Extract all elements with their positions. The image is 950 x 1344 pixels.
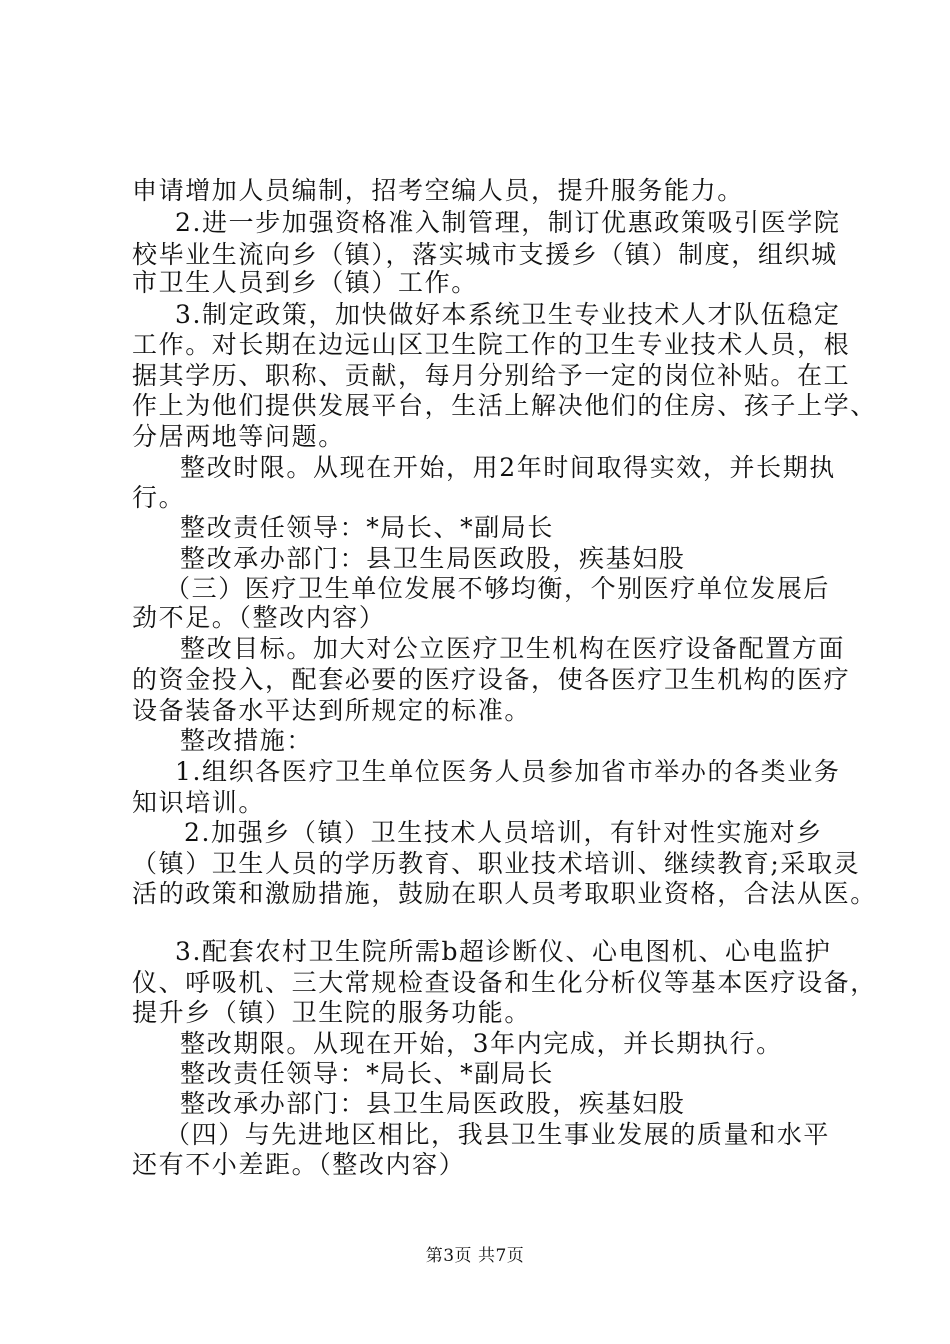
body-text-line: 整改措施： bbox=[180, 726, 314, 755]
body-text-line: 劲不足。（整改内容） bbox=[132, 603, 386, 632]
body-text-line: 的资金投入，配套必要的医疗设备，使各医疗卫生机构的医疗 bbox=[132, 665, 851, 694]
body-text-line: 整改目标。加大对公立医疗卫生机构在医疗设备配置方面 bbox=[180, 634, 846, 663]
body-text-line: 活的政策和激励措施，鼓励在职人员考取职业资格，合法从医。 bbox=[132, 879, 877, 908]
body-text-line: 整改时限。从现在开始，用2年时间取得实效，并长期执 bbox=[180, 453, 836, 482]
body-text-line: （镇）卫生人员的学历教育、职业技术培训、继续教育;采取灵 bbox=[132, 849, 861, 878]
body-text-line: 分居两地等问题。 bbox=[132, 422, 345, 451]
body-text-line: 市卫生人员到乡（镇）工作。 bbox=[132, 268, 478, 297]
body-text-line: 知识培训。 bbox=[132, 788, 266, 817]
body-text-line: 据其学历、职称、贡献，每月分别给予一定的岗位补贴。在工 bbox=[132, 361, 851, 390]
body-text-line: 整改期限。从现在开始，3年内完成，并长期执行。 bbox=[180, 1029, 783, 1058]
body-text-line: 校毕业生流向乡（镇），落实城市支援乡（镇）制度，组织城 bbox=[132, 240, 838, 269]
body-text-line: 整改责任领导：*局长、*副局长 bbox=[180, 513, 555, 542]
body-text-line: 整改承办部门：县卫生局医政股，疾基妇股 bbox=[180, 1089, 686, 1118]
body-text-line: 1.组织各医疗卫生单位医务人员参加省市举办的各类业务 bbox=[175, 757, 841, 786]
body-text-line: 设备装备水平达到所规定的标准。 bbox=[132, 696, 532, 725]
section-heading: （四）与先进地区相比，我县卫生事业发展的质量和水平 bbox=[165, 1120, 831, 1149]
body-text-line: 2.进一步加强资格准入制管理，制订优惠政策吸引医学院 bbox=[175, 208, 841, 237]
body-text-line: 行。 bbox=[132, 483, 186, 512]
body-text-line: 作上为他们提供发展平台，生活上解决他们的住房、孩子上学、 bbox=[132, 391, 877, 420]
body-text-line: 提升乡（镇）卫生院的服务功能。 bbox=[132, 998, 532, 1027]
body-text-line: 还有不小差距。（整改内容） bbox=[132, 1150, 466, 1179]
body-text-line: 2.加强乡（镇）卫生技术人员培训，有针对性实施对乡 bbox=[184, 818, 823, 847]
body-text-line: 工作。对长期在边远山区卫生院工作的卫生专业技术人员，根 bbox=[132, 330, 851, 359]
body-text-line: 3.制定政策，加快做好本系统卫生专业技术人才队伍稳定 bbox=[175, 300, 841, 329]
body-text-line: 仪、呼吸机、三大常规检查设备和生化分析仪等基本医疗设备， bbox=[132, 968, 877, 997]
page-number-footer: 第3页 共7页 bbox=[425, 1246, 525, 1266]
body-text-line: 3.配套农村卫生院所需b超诊断仪、心电图机、心电监护 bbox=[175, 937, 832, 966]
section-heading: （三）医疗卫生单位发展不够均衡，个别医疗单位发展后 bbox=[165, 574, 831, 603]
body-text-line: 申请增加人员编制，招考空编人员，提升服务能力。 bbox=[132, 176, 744, 205]
body-text-line: 整改责任领导：*局长、*副局长 bbox=[180, 1059, 555, 1088]
body-text-line: 整改承办部门：县卫生局医政股，疾基妇股 bbox=[180, 544, 686, 573]
